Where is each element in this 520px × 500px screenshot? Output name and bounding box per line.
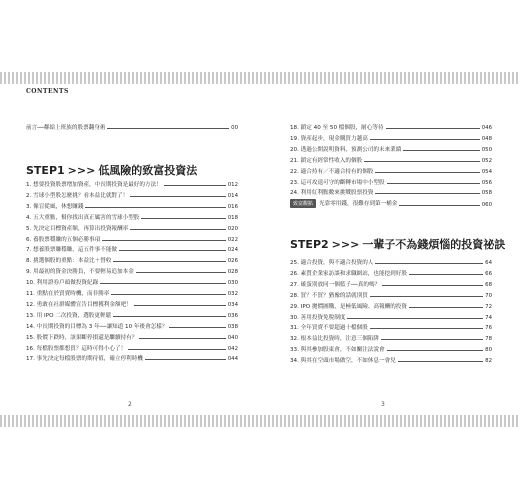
toc-entry[interactable] [290, 278, 492, 288]
dot-leader [382, 285, 483, 286]
toc-entry[interactable] [290, 343, 492, 353]
toc-entry-page: 030 [227, 280, 238, 287]
toc-entry[interactable] [26, 265, 238, 275]
bonus-badge: 致富觀點 [290, 199, 316, 208]
toc-entry[interactable] [26, 254, 238, 264]
dot-leader [111, 294, 225, 295]
toc-entry[interactable] [290, 256, 492, 266]
dot-leader [134, 305, 226, 306]
dot-leader [347, 318, 483, 319]
toc-entry-page: 044 [227, 356, 238, 363]
toc-entry-title: 27. 確蛋別放同一個籃子──真的嗎？ [290, 281, 381, 288]
toc-entry-title: 33. 與其參加股東會，不如關注法說會 [290, 347, 385, 354]
dot-leader [145, 359, 226, 360]
toc-entry-title: 32. 根本益比投資時，注意三個陷阱 [290, 336, 379, 343]
toc-entry[interactable] [26, 342, 238, 352]
toc-entry-page: 026 [227, 258, 238, 265]
toc-entry-title: 15. 股價下跌時，該果斷停損還是繼續持有？ [26, 334, 138, 341]
toc-entry-page: 058 [481, 190, 492, 197]
dot-leader [386, 128, 480, 129]
toc-entry-title: 17. 事先決定每檔股票的期待值，確立停利時機 [26, 356, 143, 363]
toc-entry-page: 82 [485, 358, 492, 365]
dot-leader [113, 316, 226, 317]
toc-entry[interactable] [290, 154, 492, 164]
toc-entry-title: 2. 雪球小型股怎麼挑？看本益比就對了！ [26, 192, 129, 199]
toc-entry-page: 72 [485, 303, 492, 310]
dot-leader [130, 229, 225, 230]
toc-entry-page: 012 [227, 182, 238, 188]
toc-entry-page: 038 [227, 323, 238, 330]
toc-entry[interactable] [290, 332, 492, 342]
step1-label: STEP1 [26, 164, 65, 177]
toc-entry-page: 68 [485, 281, 492, 288]
toc-entry[interactable] [26, 352, 238, 362]
toc-entry[interactable] [290, 186, 492, 196]
dot-leader [139, 338, 225, 339]
toc-entry-page: 042 [227, 345, 238, 352]
toc-entry-title: 21. 鎖定有經常性收入的個股 [290, 157, 363, 164]
toc-entry-title: 4. 五大重點，幫你找出真正厲害的雪球小型股 [26, 214, 140, 221]
toc-entry[interactable] [26, 331, 238, 341]
bonus-entry[interactable] [290, 198, 492, 208]
toc-entry[interactable] [290, 132, 492, 142]
toc-entry-title: 14. 中長期投資的目標為 3 年──讓知道 10 年後會怎樣？ [26, 323, 168, 330]
dot-leader [387, 350, 484, 351]
toc-entry[interactable] [290, 121, 492, 131]
toc-entry-title: 9. 用最初的資金決勝負，不要輕易追加本金 [26, 269, 134, 276]
toc-entry[interactable] [26, 211, 238, 221]
toc-entry-page: 016 [227, 203, 238, 210]
dot-leader [375, 193, 479, 194]
dot-leader [141, 218, 225, 219]
toc-entry-page: 052 [481, 157, 492, 164]
toc-entry[interactable] [26, 233, 238, 243]
dot-leader [370, 328, 483, 329]
dot-leader [399, 205, 479, 206]
dot-leader [130, 196, 225, 197]
toc-entry-title: 25. 適合投資，與不適合投資的人 [290, 260, 374, 266]
toc-entry-page: 80 [485, 347, 492, 354]
toc-entry-page: 024 [227, 247, 238, 254]
toc-entry-title: 5. 先決定目標資產額，再算出投資報酬率 [26, 225, 129, 232]
toc-entry-title: 8. 挑選個股的重點：本益比＋營收 [26, 258, 112, 265]
step2-title: 一輩子不為錢煩惱的投資祕訣 [362, 238, 506, 251]
dot-leader [85, 207, 225, 208]
toc-entry[interactable] [290, 176, 492, 186]
toc-entry-page: 040 [227, 334, 238, 341]
toc-entry-page: 054 [481, 168, 492, 175]
toc-entry-page: 76 [485, 325, 492, 332]
toc-entry-title: 34. 與其在空頭市場做空，不如休息一會兒 [290, 358, 396, 365]
toc-entry[interactable] [290, 354, 492, 364]
toc-entry[interactable] [26, 189, 238, 199]
dot-leader [381, 339, 483, 340]
left-page-number: 2 [128, 401, 132, 408]
toc-entry-page: 022 [227, 236, 238, 243]
toc-entry-title: 26. 素質企業家訪談和求職網站，也能挖到好股 [290, 270, 407, 277]
toc-entry[interactable] [26, 200, 238, 210]
toc-entry[interactable] [26, 287, 238, 297]
dot-leader [107, 128, 229, 129]
toc-entry[interactable] [26, 309, 238, 319]
dot-leader [113, 261, 225, 262]
toc-entry-title: 12. 勇敢在社群媒體宣告目標獲利金額吧！ [26, 301, 132, 308]
toc-entry-page: 020 [227, 225, 238, 232]
toc-entry-title: 3. 像盲從風，休想賺錢 [26, 203, 84, 210]
toc-entry-page: 64 [485, 260, 492, 266]
dot-leader [136, 272, 226, 273]
toc-entry[interactable] [26, 276, 238, 286]
toc-entry-title: 20. 透過公開說明資料，預測公司的未來業績 [290, 146, 402, 153]
dot-leader [102, 240, 225, 241]
toc-entry-title: 24. 利用紅利點數來挑戰股票投資 [290, 190, 374, 197]
toc-entry-page: 036 [227, 312, 238, 319]
dot-leader [398, 361, 483, 362]
toc-entry-page: 034 [227, 301, 238, 308]
dot-leader [375, 263, 483, 264]
toc-entry-title: 31. 全年買賣不要超過十檔個股 [290, 325, 368, 332]
toc-entry-title: 13. 用 IPO 二次投資，選股更輕鬆 [26, 312, 112, 319]
toc-entry[interactable] [290, 143, 492, 153]
toc-entry[interactable] [26, 298, 238, 308]
dot-leader [164, 185, 226, 186]
toc-entry[interactable] [290, 321, 492, 331]
left-page-toc [26, 0, 238, 500]
toc-entry-title: 7. 想養股票賺穩賺，這五件事不能做 [26, 247, 118, 254]
bonus-page: 060 [481, 202, 492, 208]
dot-leader [100, 283, 225, 284]
toc-entry-page: 032 [227, 291, 238, 297]
toc-entry[interactable] [26, 178, 238, 188]
toc-entry[interactable] [26, 320, 238, 330]
bonus-title: 光靠零用錢，很難存到第一桶金 [319, 201, 398, 207]
toc-entry[interactable] [290, 289, 492, 299]
bonus-text-wrap [290, 199, 397, 208]
preface-entry[interactable] [26, 121, 238, 131]
toc-entry-page: 048 [481, 135, 492, 142]
toc-entry-page: 050 [481, 146, 492, 153]
dot-leader [375, 172, 479, 173]
toc-entry-page: 78 [485, 336, 492, 343]
toc-entry-page: 70 [485, 292, 492, 299]
step2-label: STEP2 [290, 238, 329, 251]
step1-title: 低風險的致富投資法 [98, 164, 198, 177]
toc-entry-page: 028 [227, 269, 238, 276]
toc-entry[interactable] [290, 267, 492, 277]
toc-entry-page: 74 [485, 314, 492, 321]
dot-leader [403, 150, 479, 151]
preface-page: 00 [231, 125, 238, 131]
toc-entry-title: 30. 善用投資免稅制度 [290, 314, 346, 321]
dot-leader [119, 250, 226, 251]
toc-entry[interactable] [26, 243, 238, 253]
dot-leader [409, 274, 483, 275]
dot-leader [370, 296, 483, 297]
dot-leader [364, 161, 479, 162]
dot-leader [409, 307, 483, 308]
toc-entry-title: 18. 鎖定 40 至 50 檔個股，耐心等待 [290, 125, 384, 131]
toc-entry-page: 66 [485, 270, 492, 277]
toc-entry-title: 29. IPO 拋價圖購，是極低風險、高報酬的投資 [290, 303, 407, 310]
toc-entry-title: 19. 資產起步，現金購買力越高 [290, 135, 368, 142]
step2-heading [290, 236, 505, 252]
toc-entry-title: 23. 這可攻退可守的斷轉市場中小型股 [290, 179, 385, 186]
toc-entry-title: 28. 買？不買？猶豫的話就別買 [290, 292, 368, 299]
toc-entry[interactable] [290, 300, 492, 310]
dot-leader [128, 349, 226, 350]
toc-entry-page: 046 [481, 125, 492, 131]
right-page-toc [290, 0, 506, 500]
toc-entry-title: 22. 適合持有／不適合持有的個股 [290, 168, 374, 175]
toc-entry[interactable] [290, 311, 492, 321]
preface-title: 前言──鄰給上班族的股票翻身術 [26, 125, 106, 131]
dot-leader [387, 183, 480, 184]
dot-leader [370, 139, 480, 140]
toc-entry[interactable] [26, 222, 238, 232]
toc-entry-page: 014 [227, 192, 238, 199]
step1-heading [26, 162, 197, 178]
right-page-number: 3 [381, 401, 385, 408]
toc-entry-page: 056 [481, 179, 492, 186]
toc-entry-title: 1. 想要投資股票增加資產，中長期投資是最好的方法！ [26, 182, 162, 188]
toc-entry-page: 018 [227, 214, 238, 221]
toc-entry-title: 10. 利用證券戶頭做投資紀錄 [26, 280, 99, 287]
step1-arrows: >>> [67, 164, 96, 177]
toc-entry[interactable] [290, 165, 492, 175]
dot-leader [169, 327, 225, 328]
toc-entry-title: 6. 養股票穩賺的五個必勝事項 [26, 236, 101, 243]
step2-arrows: >>> [331, 238, 360, 251]
contents-label: CONTENTS [26, 88, 69, 95]
toc-entry-title: 16. 每檔股票都想買？這時可得小心了！ [26, 345, 127, 352]
toc-entry-title: 11. 重點在於買賣時機，而非勝率 [26, 291, 110, 297]
